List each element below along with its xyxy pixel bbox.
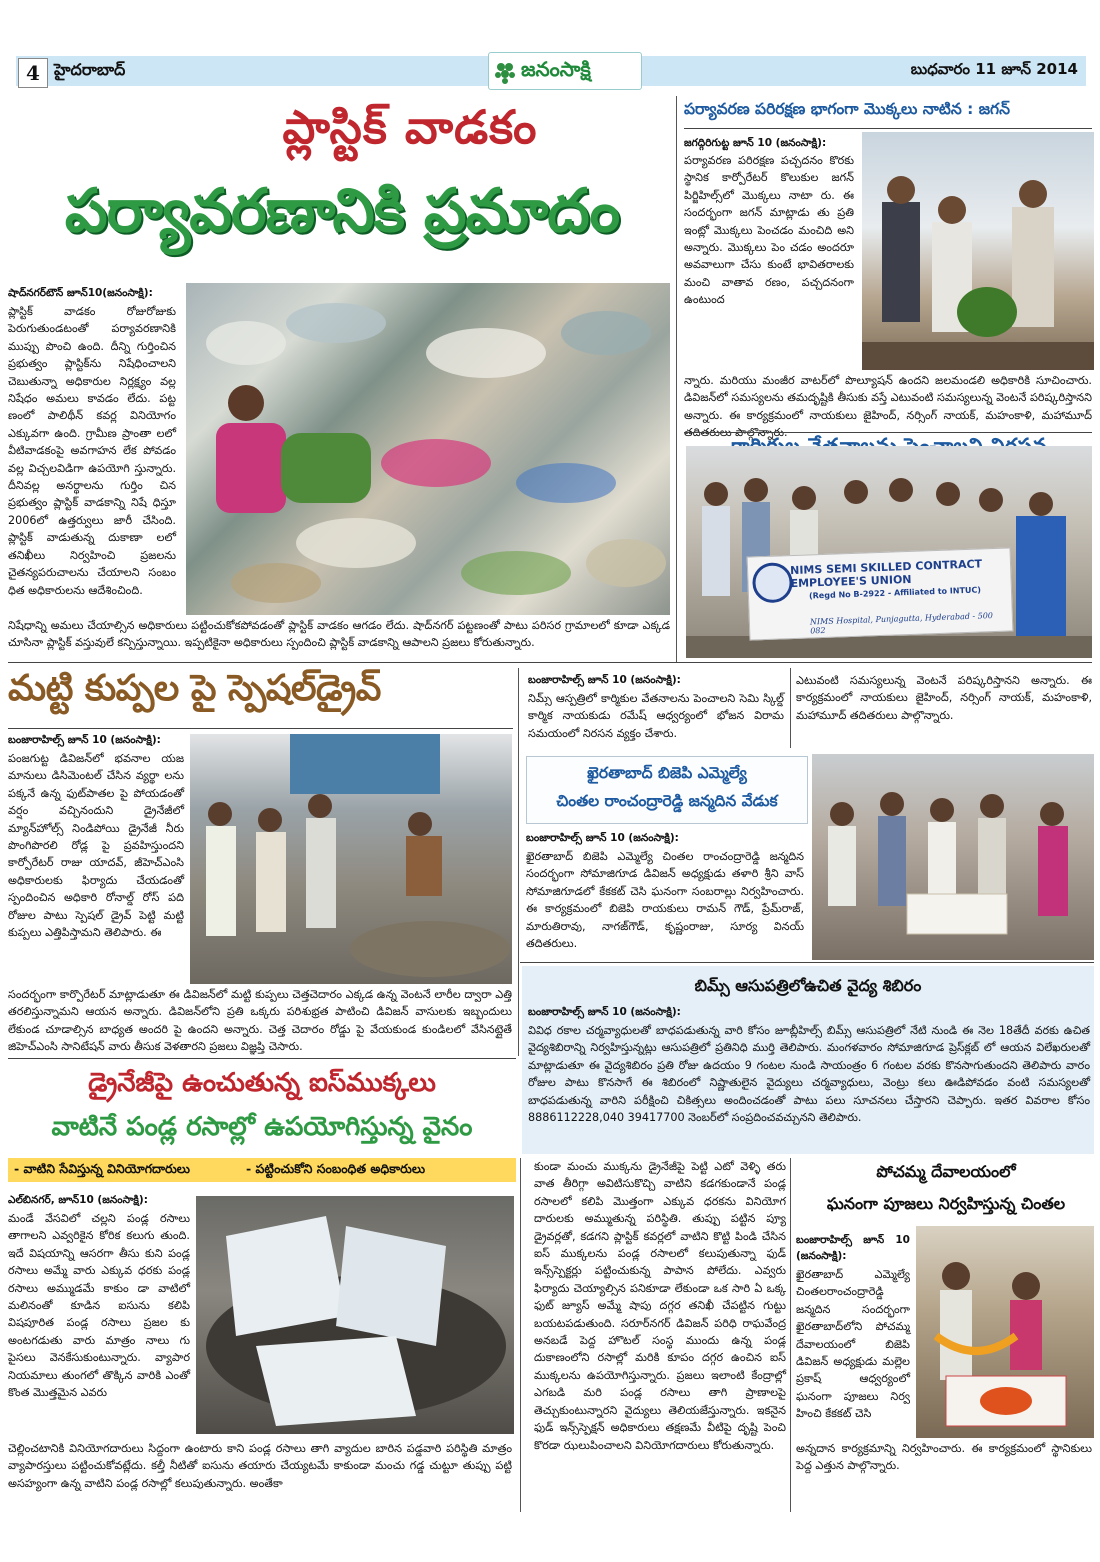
workers-protest-photo — [686, 446, 1092, 658]
drive-body: పంజగుట్ట డివిజన్‌లో భవనాల యజ మానులు డిసిమెంటల్ చేసిన వ్యర్థా లను పక్కనే ఉన్న ఫుట్‌పాతల పై పోయడంతో వర్షం వచ్చినందుని డ్రైనేజీలో మ్యాన్‌హోల్స్ నిండిపోయి డ్రైనేజీ నీరు పొంగిపొరలి రోడ్ల పై ప్రవహిస్తుందని కార్పోరేటర్ రాజు యాదవ్, జీహెచ్ఎంసి అధికారులకు ఫిర్యాదు చేయడంతో స్పందించిన అధికారి రోనాల్డ్ రోస్ పది రోజుల పాటు స్పెషల్ డ్రైవ్ పెట్టి మట్టి కుప్పలు ఎత్తిపిస్తామని తెలిపారు. ఈ — [8, 752, 184, 940]
jagan-dateline: జగద్గిరిగుట్ట జూన్ 10 (జనంసాక్షి): — [684, 137, 827, 149]
mla-headline-2: చింతల రాంచంద్రారెడ్డి జన్మదిన వేడుక — [556, 792, 778, 810]
plastic-headline-2: పర్యావరణానికి ప్రమాదం — [64, 176, 620, 246]
column-rule-mid — [518, 668, 519, 1056]
jagan-headline: పర్యావరణ పరిరక్షణ భాగంగా మొక్కలు నాటిన : జగన్ — [684, 100, 1010, 118]
column-rule-right — [790, 668, 791, 748]
mla-dateline: బంజారాహిల్స్ జూన్ 10 (జనంసాక్షి): — [526, 832, 679, 844]
workers-dateline: బంజారాహిల్స్ జూన్ 10 (జనంసాక్షి): — [528, 674, 681, 686]
drive-dateline: బంజారాహిల్స్ జూన్ 10 (జనంసాక్షి): — [8, 734, 161, 746]
plastic-dateline: షాద్‌నగర్‌టౌన్ జూన్10(జనంసాక్షి): — [8, 287, 153, 299]
celebration-crowd-illustration — [812, 754, 1094, 960]
pochamma-puja-photo — [916, 1226, 1094, 1438]
jagan-planting-photo — [862, 132, 1094, 370]
drive-headline: మట్టి కుప్పల పై స్పెషల్‌డ్రైవ్ — [8, 668, 381, 709]
mla-cake-cutting-photo — [812, 754, 1094, 960]
ice-body-col2: కుండా మంచు ముక్కను డ్రైనేజీపై పెట్టి ఎటో వెళ్ళి తరు వాత తీరిగ్గా అవిటిసుకొచ్చి వాటిని కడగకుండానే పండ్ల రసాలలో కలిపి మొత్తంగా ఎక్కువ ధరకను వినియోగ దారులకు అమ్ముతున్న పరిస్థితి. తుప్పు పట్టిన ప్యూ డ్రైవర్లతో, కడగని ప్లాస్టిక్ కవర్లలో వాటిని కొట్టి పిండి చేసిన ఐస్ ముక్కలను పండ్ల రసాలలో కలుపుతున్నా ఫుడ్ ఇన్స్‌స్పెక్టర్లు పట్టించుకున్న పాపాన పోలేదు. ఎవ్వరు ఫిర్యాదు చెయ్యాల్సిన పనికూడా లేకుండా ఒక సారి ఏ ఒక్క ఫుట్ జ్యూస్ అమ్మే షాపు దగ్గర తనిఖీ చేపట్టిన గుట్టు బయటపడుతుంది. సరూర్‌నగర్ డివిజన్ పరిధి రాఘవేంద్ర అనబడే పెద్ద హొటల్ సంస్థ ముందు ఉన్న పండ్ల దుకాణంలోని రసాల్లో మరికి కూపం దగ్గర ఉంచిన ఐస్ ముక్కలను ఉపయోగిస్తున్నారు. ప్రజలు ఇలాంటి కేంద్రాల్లో ఎగబడి మరి పండ్ల రసాలు తాగి ప్రాణాలపై తెచ్చుకుంటున్నారని వైద్యులు తెలియజేస్తున్నారు. ఇకనైన ఫుడ్ ఇన్స్‌స్పెక్షన్ అధికారులు తక్షణమే వీటిపై దృష్టి పెంచి కొరడా ఝలుపించాలని వినియోగదారులు కోరుతున్నారు. — [534, 1160, 786, 1452]
section-rule — [8, 662, 1092, 663]
column-rule — [676, 96, 677, 662]
drive-body-wide: సందర్భంగా కార్పొరేటర్ మాట్లాడుతూ ఈ డివిజన్‌లో మట్టి కుప్పలు చెత్తచెదారం ఎక్కడ ఉన్న వెంటనే లారీల ద్వారా ఎత్తి తరలిస్తున్నామని ఆయన అన్నారు. డివిజన్‌లోని ప్రతి ఒక్కరు పరిశుభ్రత పాటించి డివిజన్ వాసులకు ఇబ్బందులు లేకుండ చూడాల్సిన బాధ్యత అందరి పై ఉందని అన్నారు. చెత్త చెదారం రోడ్డు పై వేయకుండ కుండిలలో వేసినట్లైతే జిహెచ్ఎంసి సానిటేషన్ వారు తీసుక వెళతారని ప్రజలు విజ్ఞప్తి చెసారు. — [8, 988, 512, 1054]
pochamma-headline-2: ఘనంగా పూజలు నిర్వహిస్తున్న చింతల — [826, 1194, 1066, 1213]
plastic-headline-1: ప్లాస్టిక్ వాడకం — [282, 100, 538, 154]
workers-top-rule — [684, 432, 1092, 433]
ice-subhead-2: - పట్టించుకోని సంబంధిత అధికారులు — [246, 1161, 426, 1176]
ice-blocks-illustration — [196, 1196, 514, 1434]
mla-body: ఖైరతాబాద్ బిజెపి ఎమ్మెల్యే చింతల రాంచంద్రారెడ్డి జన్మదిన సందర్భంగా సోమాజిగూడ డివిజన్ అధ్యక్షుడు తళారి శ్రీని వాస్ సోమాజిగూడలో కేకకట్ చెసి ఘనంగా సంబరాల్లు నిర్వహించారు. ఈ కార్యక్రమంలో బిజెపి రాయకులు రామన్ గౌడ్, ప్రేమ్‌రాజ్, మారుతిరావు, నాగజ్‌గౌడ్, కృష్ణంరాజు, సూర్య వినయ్ తదితరులు. — [526, 850, 804, 951]
bims-headline: బిమ్స్ ఆసుపత్రిలోఉచిత వైద్య శిబిరం — [694, 976, 922, 995]
ice-dateline: ఎల్‌బినగర్, జూన్10 (జనంసాక్షి): — [8, 1194, 148, 1206]
column-rule-ice — [520, 1158, 521, 1512]
pochamma-body: ఖైరతాబాద్ ఎమ్మెల్యే చింతలరాంచంద్రారెడ్డి జన్మదిన సందర్భంగా ఖైరతాబాద్‌లోని పోచమ్మ దేవాలయంలో బిజెపి డివిజన్ అధ్యక్షుడు మల్లెల ప్రకాష్ ఆధ్వర్యంలో ఘనంగా పూజలు నిర్వ హించి కేకకట్ చెసి — [796, 1268, 910, 1421]
plastic-body: ప్లాస్టిక్ వాడకం రోజురోజుకు పెరుగుతుండటంతో పర్యావరణానికి ముప్పు పొంచి ఉంది. దీన్ని గుర్తించిన ప్రభుత్వం ప్లాస్టిక్‌ను నిషేధించాలని చెబుతున్నా అధికారుల నిర్లక్ష్యం వల్ల నిషేధం అమలు కావడం లేదు. పట్ట ణంలో పాలిథీన్ కవర్ల వినియోగం ఎక్కువగా ఉంది. గ్రామీణ ప్రాంతా లలో వీటివాడకంపై అవగాహన లేక పోవడం వల్ల విచ్చలవిడిగా ఉపయోగి స్తున్నారు. దీనివల్ల అనర్థాలను గుర్తిం చిన ప్రభుత్వం ప్లాస్టిక్ వాడకాన్ని నిషే ధిస్తూ 2006లో ఉత్తర్వులు జారీ చేసింది. ప్లాస్టిక్ వాడుతున్న దుకాణా లలో తనిఖీలు నిర్వహించి ప్రజలను చైతన్యపరుచాలను చేయాలని సంబం ధిత అధికారులను ఆదేశించింది. — [8, 305, 176, 597]
union-banner-foot: NIMS Hospital, Punjagutta, Hyderabad - 500 082 — [809, 611, 994, 636]
plastic-waste-photo — [186, 283, 670, 615]
workers-body-right: ఎటువంటి సమస్యలున్న వెంటనే పరిష్కరిస్తానని అన్నారు. ఈ కార్యక్రమంలో నాయకులు జైహింద్, నర్సింగ్ నాయక్, మహంకాళి, మహామూద్ తదితరులు పాల్గొన్నారు. — [796, 674, 1092, 722]
temple-celebration-illustration — [916, 1226, 1094, 1438]
drive-rule — [8, 728, 513, 729]
bims-body: వివిధ రకాల చర్మవ్యాధులతో బాధపడుతున్న వారి కోసం జూబ్లీహిల్స్ బిమ్స్ ఆసుపత్రిలో నేటి నుండి ఈ నెల 18తేదీ వరకు ఉచిత వైద్యశిబిరాన్ని నిర్వహిస్తున్నట్లు ఆసుపత్రిలో ప్రతినిధి ముర్తి తెలిపారు. మంగళవారం సోమాజిగూడ ప్రెస్‌క్లబ్ లో ఆయన విలేఖరులతో మాట్లాడుతూ ఈ వైద్యశిబిరం ప్రతి రోజు ఉదయం 9 గంటల నుండి సాయంత్రం 6 గంటల వరకు కొనసాగుతుందని తెలిపారు వారం రోజుల పాటు కొనసాగే ఈ శిబిరంలో నిష్ణాతులైన వైద్యులు చర్మవ్యాధులు, వెంట్రు కలు ఊడిపోవడం వంటి సమస్యలతో బాధపడుతున్న వారిని పరీక్షించి చికిత్సలు అందించడంతో పాటు పలు సూచనలు చేస్తారని చెప్పారు. ఇతర వివరాల కోసం 8886112228,040 39417700 నెంబర్‌లో సంప్రదించవచ్చునని తెలిపారు. — [528, 1024, 1090, 1125]
ice-subhead-1: - వాటిని సేవిస్తున్న వినియోగదారులు — [14, 1161, 190, 1176]
ice-headline-1: డ్రైనేజీపై ఉంచుతున్న ఐస్‌ముక్కలు — [88, 1068, 436, 1098]
union-banner — [747, 547, 1014, 640]
union-banner-sub: (Regd No B-2922 - Affiliated to INTUC) — [808, 585, 982, 601]
header-city: హైదరాబాద్ — [54, 60, 126, 79]
ice-body: మండే వేసవిలో చల్లని పండ్ల రసాలు తాగాలని ఎవ్వరికైన కోరిక కలుగు తుంది. ఇదే విషయాన్ని ఆసరగా తీసు కుని పండ్ల రసాలు అమ్మే వారు ఎక్కువ ధరకు పండ్ల రసాలు అమ్ముడమే కాకుం డా వాటిలో మలినంతో కూడిన ఐసును కలిపి విషపూరిత పండ్ల రసాలు ప్రజల కు అంటగడుతు వారు మాత్రం నాలు గు పైసలు వెనకేసుకుంటున్నారు. వ్యాపార నియమాలు తుంగలో తొక్కిన వారికి ఎంతో కొంత మొత్తమైన ఎవరు — [8, 1212, 190, 1400]
grapes-icon — [493, 57, 519, 85]
jagan-body: పర్యావరణ పరిరక్షణ పచ్చదనం కొరకు స్థానిక కార్పోరేటర్ కొలుకుల జగన్ పిర్జిహిల్స్‌లో మొక్కలు నాటా రు. ఈ సందర్భంగా జగన్ మాట్లాడు తు ప్రతి ఇంట్లో మొక్కలు పెంచడం మంచిది అని అన్నారు. మొక్కలు పెం చడం అందరూ అవవాలుగా చేసు కుంటే భావితరాలకు మంచి వాతావ రణం, పచ్చదనంగా ఉంటుంద — [684, 154, 854, 307]
plastic-body-wide: నిషేధాన్ని అమలు చేయాల్సిన అధికారులు పట్టించుకోకపోవడంతో ప్లాస్టిక్ వాడకం ఆగడం లేదు. షాద్‌నగర్ పట్టణంతో పాటు పరిసర గ్రామాలలో కూడా ఎక్కడ చూసినా ప్లాస్టిక్ వస్తువులే కన్పిస్తున్నాయి. ఇప్పటికైనా అధికారులు స్పందించి ప్లాస్టిక్ వాడకాన్ని ఆపాలని ప్రజలు కోరుతున్నారు. — [8, 619, 670, 650]
drive-debris-photo — [190, 734, 512, 984]
logo-text: జనంసాక్షి — [521, 57, 591, 81]
plastic-bags-illustration — [186, 283, 670, 615]
jagan-rule — [684, 128, 1092, 129]
pochamma-body-wide: అన్నదాన కార్యక్రమాన్ని నిర్వహించారు. ఈ కార్యక్రమంలో స్థానికులు పెద్ద ఎత్తున పాల్గొన్నారు. — [796, 1442, 1092, 1473]
pochamma-dateline: బంజారాహిల్స్ జూన్ 10 (జనంసాక్షి): — [796, 1234, 910, 1262]
masthead-logo — [488, 52, 642, 90]
ice-headline-2: వాటినే పండ్ల రసాల్లో ఉపయోగిస్తున్న వైనం — [51, 1112, 473, 1142]
ice-blocks-photo — [196, 1196, 514, 1434]
pochamma-headline-1: పోచమ్మ దేవాలయంలో — [876, 1162, 1016, 1181]
header-date: బుధవారం 11 జూన్ 2014 — [910, 60, 1078, 78]
workers-body: నిమ్స్ ఆస్పత్రిలో కార్మికుల వేతనాలను పెంచాలని సెమి స్కిల్డ్ కార్మిక నాయకుడు రమేష్ ఆధ్వర్యంలో భోజన విరామ సమయంలో నిరసన వ్యక్తం చేశారు. — [528, 692, 784, 740]
page-number: 4 — [18, 58, 48, 88]
section-rule-2 — [8, 1058, 516, 1059]
mla-headline-1: ఖైరతాబాద్ బిజెపి ఎమ్మెల్యే — [587, 764, 747, 782]
bims-dateline: బంజారాహిల్స్ జూన్ 10 (జనంసాక్షి): — [528, 1006, 681, 1018]
jagan-body-wide: న్నారు. మరియు మంజీర వాటర్‌లో పొల్యూషన్ ఉందని జలమండలి అధికారికి సూచించారు. డివిజన్‌లో సమస్యలను తమదృష్టికి తీసుకు వస్తే ఎటువంటి సమస్యలున్న వెంటనే పరిష్కరిస్తానని అన్నారు. ఈ కార్యక్రమంలో నాయకులు జైహింద్, నర్సింగ్ నాయక్, మహంకాళి, మహామూద్ — [684, 374, 1092, 422]
column-rule-pochamma — [790, 1158, 791, 1512]
ice-body-wide: చెల్లించటానికి వినియోగదారులు సిద్దంగా ఉంటారు కాని పండ్ల రసాలు తాగి వ్యాదుల బారిన పడ్డవారి పరిస్థితి మాత్రం వ్యాపారస్తులు పట్టించుకోవట్లేదు. కల్తీ నీటితో ఐసును తయారు చేయ్యటమే కాకుండా మంచు గడ్డ చుట్టూ తుప్పు పట్టి అసహ్యంగా ఉన్న వాటిని పండ్ల రసాల్లో కలుపుతున్నారు. అంతేకా — [8, 1442, 512, 1490]
union-emblem — [752, 562, 793, 603]
officials-inspection-illustration — [190, 734, 512, 984]
people-planting-illustration — [862, 132, 1094, 370]
union-banner-title: NIMS SEMI SKILLED CONTRACT EMPLOYEE'S UNION — [789, 557, 983, 591]
section-rule-3 — [520, 962, 1094, 963]
